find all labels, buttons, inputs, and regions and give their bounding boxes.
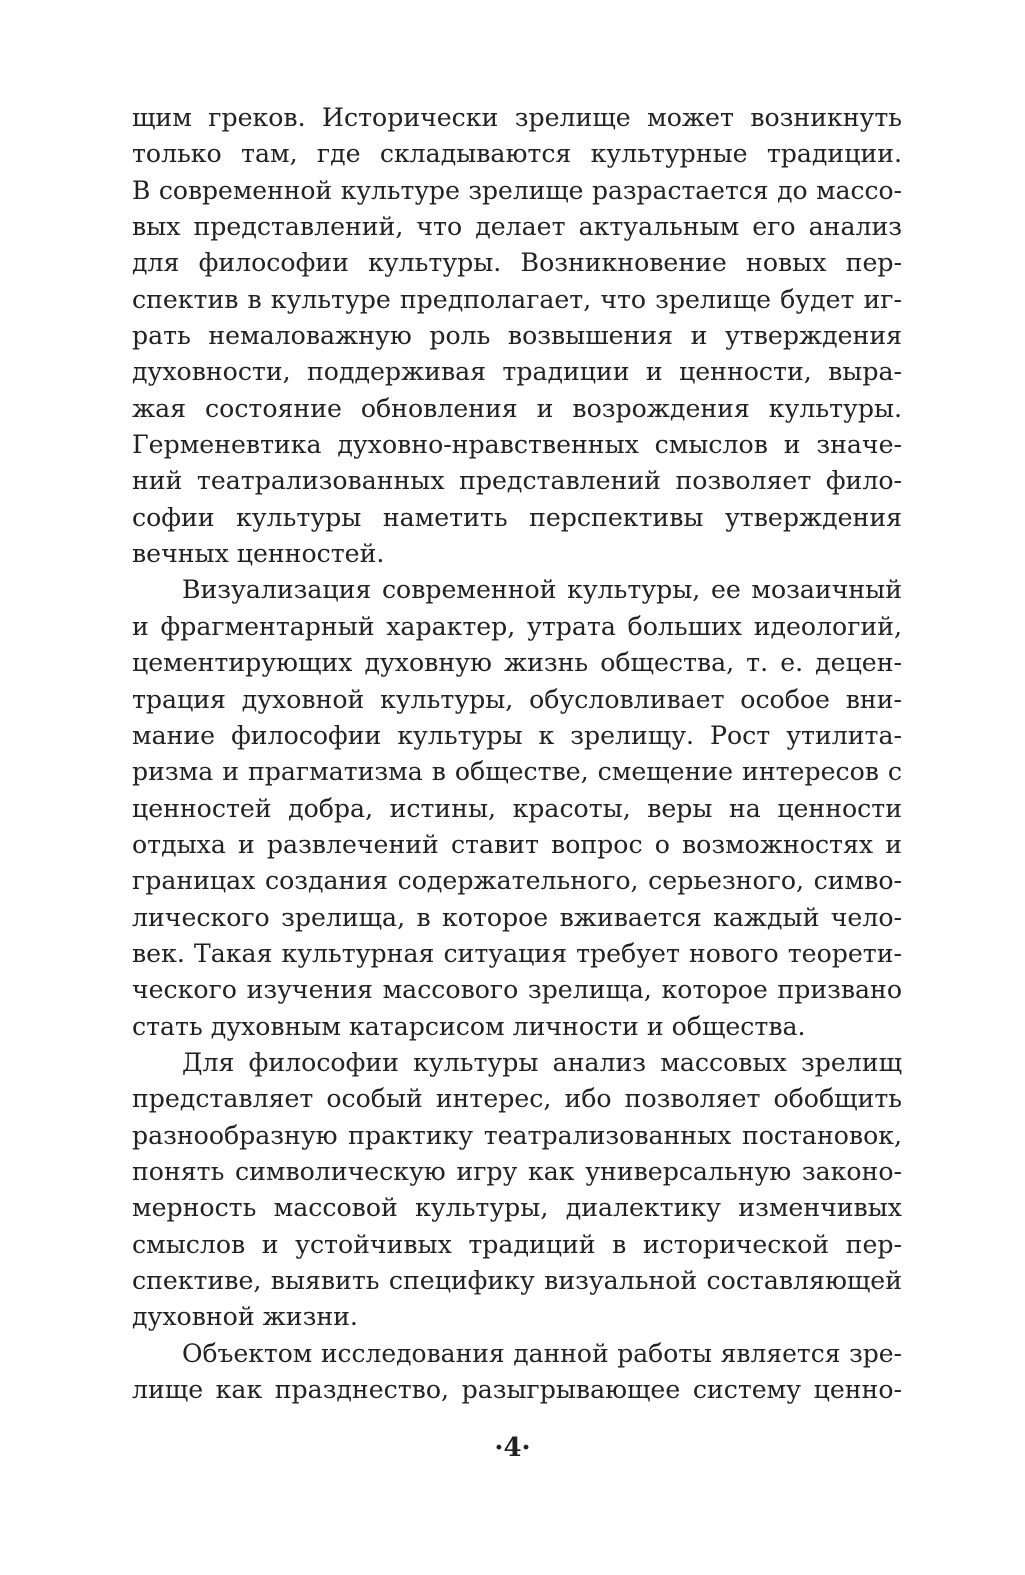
text-line: границах создания содержательного, серьезного, симво- bbox=[132, 866, 902, 896]
paragraph bbox=[132, 1336, 902, 1409]
text-line: ческого изучения массового зрелища, которое призвано bbox=[132, 975, 902, 1005]
text-line: софии культуры наметить перспективы утверждения bbox=[132, 502, 902, 532]
text-line: лище как празднество, разыгрывающее систему ценно- bbox=[132, 1375, 902, 1405]
text-line: ризма и прагматизма в обществе, смещение интересов с bbox=[132, 757, 902, 787]
text-line: понять символическую игру как универсальную законо- bbox=[132, 1156, 902, 1186]
text-line: В современной культуре зрелище разрастается до массо- bbox=[132, 175, 902, 205]
text-line: для философии культуры. Возникновение новых пер- bbox=[132, 248, 902, 278]
text-line: ний театрализованных представлений позволяет фило- bbox=[132, 466, 902, 496]
text-line: только там, где складываются культурные традиции. bbox=[132, 139, 902, 169]
text-line: трация духовной культуры, обусловливает особое вни- bbox=[132, 684, 902, 714]
text-line: ценностей добра, истины, красоты, веры на ценности bbox=[132, 793, 902, 823]
paragraph bbox=[132, 572, 902, 1044]
text-line: стать духовным катарсисом личности и общества. bbox=[132, 1011, 806, 1041]
text-line: жая состояние обновления и возрождения культуры. bbox=[132, 393, 902, 423]
text-line: Герменевтика духовно-нравственных смыслов и значе- bbox=[132, 430, 902, 460]
text-line: Визуализация современной культуры, ее мозаичный bbox=[182, 575, 902, 605]
text-line: разнообразную практику театрализованных постановок, bbox=[132, 1120, 902, 1150]
text-line: спективе, выявить специфику визуальной составляющей bbox=[132, 1266, 902, 1295]
text-line: мание философии культуры к зрелищу. Рост утилита- bbox=[132, 720, 902, 750]
paragraph bbox=[132, 1045, 902, 1336]
text-line: мерность массовой культуры, диалектику изменчивых bbox=[132, 1193, 902, 1223]
text-line: цементирующих духовную жизнь общества, т. е. децен- bbox=[132, 648, 902, 678]
text-line: спектив в культуре предполагает, что зрелище будет иг- bbox=[132, 284, 902, 314]
text-line: Объектом исследования данной работы является зре- bbox=[182, 1338, 902, 1368]
text-line: духовной жизни. bbox=[132, 1302, 358, 1332]
text-line: век. Такая культурная ситуация требует нового теорети- bbox=[132, 938, 902, 968]
text-line: Для философии культуры анализ массовых зрелищ bbox=[182, 1047, 902, 1077]
paragraph bbox=[132, 100, 902, 572]
text-line: смыслов и устойчивых традиций в исторической пер- bbox=[132, 1229, 902, 1259]
text-line: и фрагментарный характер, утрата больших идеологий, bbox=[132, 611, 902, 641]
text-line: вечных ценностей. bbox=[132, 539, 385, 569]
text-line: щим греков. Исторически зрелище может возникнуть bbox=[132, 103, 902, 132]
text-line: представляет особый интерес, ибо позволяет обобщить bbox=[132, 1084, 902, 1114]
text-line: отдыха и развлечений ставит вопрос о возможностях и bbox=[132, 829, 902, 859]
text-line: рать немаловажную роль возвышения и утверждения bbox=[132, 321, 902, 351]
page-number: ·4· bbox=[494, 1433, 531, 1463]
text-line: лического зрелища, в которое вживается каждый чело- bbox=[132, 902, 902, 932]
page-body bbox=[132, 100, 902, 1408]
text-line: духовности, поддерживая традиции и ценности, выра- bbox=[132, 357, 902, 387]
text-line: вых представлений, что делает актуальным его анализ bbox=[132, 212, 902, 242]
